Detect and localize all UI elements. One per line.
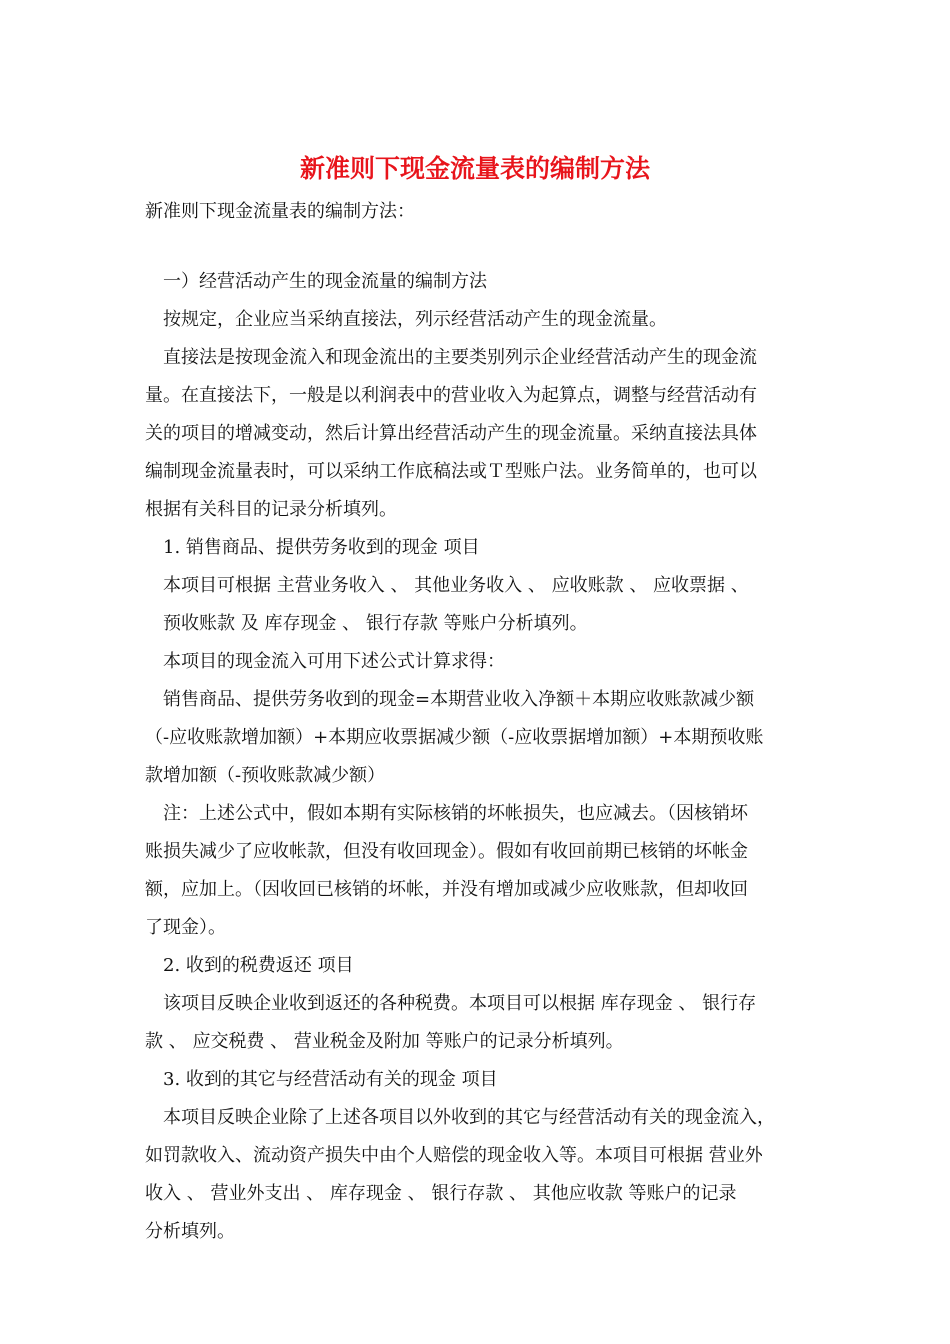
text-line: 2. 收到的税费返还 项目 <box>163 955 354 976</box>
text-line: 预收账款 及 库存现金 、 银行存款 等账户分析填列。 <box>163 613 588 634</box>
text-line: 1. 销售商品、提供劳务收到的现金 项目 <box>163 537 480 558</box>
text-line: 关的项目的增减变动，然后计算出经营活动产生的现金流量。采纳直接法具体 <box>145 423 757 444</box>
text-line: 该项目反映企业收到返还的各种税费。本项目可以根据 库存现金 、 银行存 <box>163 993 757 1014</box>
text-line: 款增加额（-预收账款减少额） <box>145 765 386 786</box>
text-line: 本项目可根据 主营业务收入 、 其他业务收入 、 应收账款 、 应收票据 、 <box>163 575 749 596</box>
text-line: 直接法是按现金流入和现金流出的主要类别列示企业经营活动产生的现金流 <box>163 347 757 368</box>
text-line: 销售商品、提供劳务收到的现金=本期营业收入净额＋本期应收账款减少额 <box>163 689 755 710</box>
text-line: 如罚款收入、流动资产损失中由个人赔偿的现金收入等。本项目可根据 营业外 <box>145 1145 763 1166</box>
intro-line: 新准则下现金流量表的编制方法： <box>145 201 415 222</box>
document-body <box>145 263 813 1251</box>
text-line: 款 、 应交税费 、 营业税金及附加 等账户的记录分析填列。 <box>145 1031 624 1052</box>
text-line: 按规定，企业应当采纳直接法，列示经营活动产生的现金流量。 <box>163 309 667 330</box>
text-line: 分析填列。 <box>145 1221 235 1242</box>
text-line: 根据有关科目的记录分析填列。 <box>145 499 397 520</box>
text-line: 了现金）。 <box>145 917 226 938</box>
text-line: 一）经营活动产生的现金流量的编制方法 <box>163 271 487 292</box>
text-line: 量。在直接法下，一般是以利润表中的营业收入为起算点，调整与经营活动有 <box>145 385 757 406</box>
text-line: 额，应加上。（因收回已核销的坏帐，并没有增加或减少应收账款，但却收回 <box>145 879 748 900</box>
text-line: 编制现金流量表时，可以采纳工作底稿法或Ｔ型账户法。业务简单的，也可以 <box>145 461 757 482</box>
text-line: 3. 收到的其它与经营活动有关的现金 项目 <box>163 1069 498 1090</box>
text-line: 本项目的现金流入可用下述公式计算求得： <box>163 651 505 672</box>
text-line: （-应收账款增加额）+本期应收票据减少额（-应收票据增加额）+本期预收账 <box>145 727 764 748</box>
text-line: 账损失减少了应收帐款，但没有收回现金）。假如有收回前期已核销的坏帐金 <box>145 841 748 862</box>
text-line: 收入 、 营业外支出 、 库存现金 、 银行存款 、 其他应收款 等账户的记录 <box>145 1183 737 1204</box>
text-line: 本项目反映企业除了上述各项目以外收到的其它与经营活动有关的现金流入， <box>163 1107 775 1128</box>
text-line: 注：上述公式中，假如本期有实际核销的坏帐损失，也应减去。（因核销坏 <box>163 803 748 824</box>
document-title: 新准则下现金流量表的编制方法 <box>299 154 650 183</box>
